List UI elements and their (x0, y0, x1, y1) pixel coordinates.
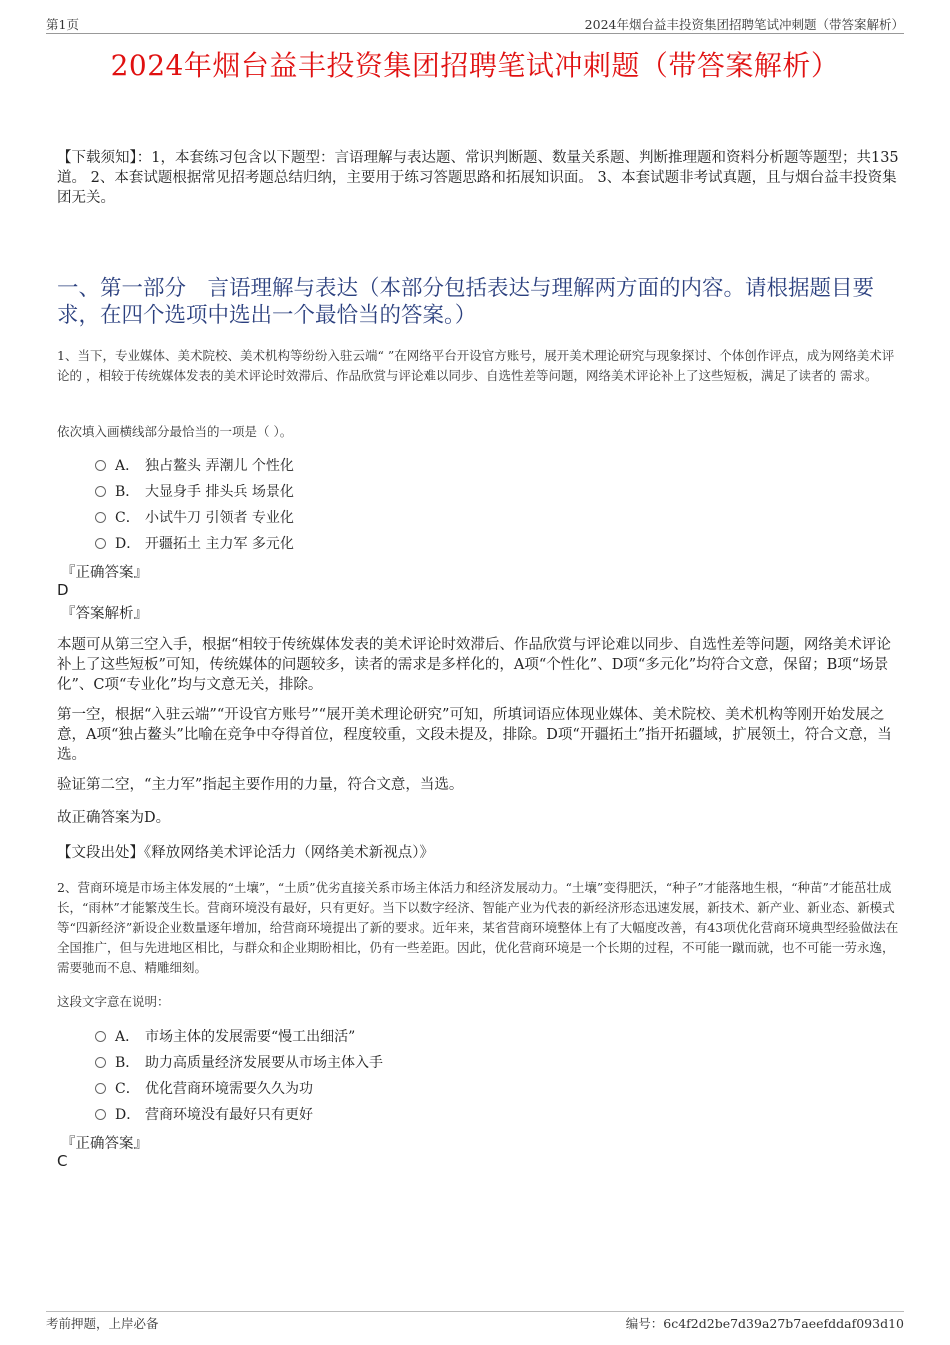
document-title: 2024年烟台益丰投资集团招聘笔试冲刺题（带答案解析） (110, 49, 840, 82)
page-header (46, 14, 904, 34)
download-notice: 【下载须知】：1，本套练习包含以下题型：言语理解与表达题、常识判断题、数量关系题、判断推理题和资料分析题等题型；共135道。 2、本套试题根据常见招考题总结归纳，主要用于练习答题思路和拓展知识面。 3、本套试题非考试真题，且与烟台益丰投资集团无关。 (57, 150, 899, 206)
header-doc-title: 2024年烟台益丰投资集团招聘笔试冲刺题（带答案解析） (584, 17, 904, 32)
section-heading: 一、第一部分 言语理解与表达（本部分包括表达与理解两方面的内容。请根据题目要求，在四个选项中选出一个最恰当的答案。） (57, 276, 875, 328)
question-2-option-b[interactable]: B． 助力高质量经济发展要从市场主体入手 (95, 1052, 383, 1074)
question-2-prompt: 这段文字意在说明： (57, 994, 170, 1009)
question-2-option-d[interactable]: D． 营商环境没有最好只有更好 (95, 1104, 313, 1126)
question-1-option-c[interactable]: C． 小试牛刀 引领者 专业化 (95, 507, 294, 529)
question-2-option-a[interactable]: A． 市场主体的发展需要“慢工出细活” (95, 1026, 355, 1048)
footer-slogan: 考前押题，上岸必备 (46, 1316, 159, 1331)
analysis-label: 『答案解析』 (61, 606, 148, 622)
analysis-paragraph: 验证第二空，“主力军”指起主要作用的力量，符合文意，当选。 (57, 777, 464, 793)
question-1-option-a[interactable]: A． 独占鳌头 弄潮儿 个性化 (95, 455, 294, 477)
radio-icon[interactable] (95, 512, 106, 523)
radio-icon[interactable] (95, 1083, 106, 1094)
radio-icon[interactable] (95, 1109, 106, 1120)
footer-divider (46, 1311, 904, 1312)
question-1-option-b[interactable]: B． 大显身手 排头兵 场景化 (95, 481, 294, 503)
radio-icon[interactable] (95, 1057, 106, 1068)
radio-icon[interactable] (95, 460, 106, 471)
analysis-paragraph: 故正确答案为D。 (57, 810, 171, 826)
footer-doc-id: 编号：6c4f2d2be7d39a27b7aeefddaf093d10 (625, 1316, 904, 1331)
answer-label: 『正确答案』 (61, 565, 148, 581)
radio-icon[interactable] (95, 538, 106, 549)
page-number: 第1页 (46, 17, 79, 32)
question-2-stem: 2、营商环境是市场主体发展的“土壤”，“土质”优劣直接关系市场主体活力和经济发展动力。“土壤”变得肥沃，“种子”才能落地生根，“种苗”才能茁壮成长，“雨林”才能繁茂生长。营商环境没有最好，只有更好。当下以数字经济、智能产业为代表的新经济形态迅速发展，新技术、新产业、新业态、新模式等“四新经济”新设企业数量逐年增加，给营商环境提出了新的要求。近年来，某省营商环境整体上有了大幅度改善，有43项优化营商环境典型经验做法在全国推广，但与先进地区相比，与群众和企业期盼相比，仍有一些差距。因此，优化营商环境是一个长期的过程，不可能一蹴而就，也不可能一劳永逸，需要驰而不息、精雕细刻。 (57, 880, 899, 975)
source-citation: 【文段出处】《释放网络美术评论活力（网络美术新视点）》 (57, 845, 434, 861)
answer-label: 『正确答案』 (61, 1136, 148, 1152)
question-2-option-c[interactable]: C． 优化营商环境需要久久为功 (95, 1078, 313, 1100)
analysis-paragraph: 本题可从第三空入手，根据“相较于传统媒体发表的美术评论时效滞后、作品欣赏与评论难以同步、自选性差等问题，网络美术评论补上了这些短板”可知，传统媒体的问题较多，读者的需求是多样化的，A项“个性化”、D项“多元化”均符合文意，保留；B项“场景化”、C项“专业化”均与文意无关，排除。 (57, 637, 891, 693)
question-1-option-d[interactable]: D． 开疆拓土 主力军 多元化 (95, 533, 294, 555)
radio-icon[interactable] (95, 486, 106, 497)
radio-icon[interactable] (95, 1031, 106, 1042)
question-1-stem: 1、当下，专业媒体、美术院校、美术机构等纷纷入驻云端“ ”在网络平台开设官方账号，展开美术理论研究与现象探讨、个体创作评点，成为网络美术评论的 ，相较于传统媒体发表的美术评论时效滞后、作品欣赏与评论难以同步、自选性差等问题，网络美术评论补上了这些短板，满足了读者的 需求。 (57, 348, 895, 383)
answer-value: D (57, 581, 69, 599)
answer-value: C (57, 1152, 68, 1170)
analysis-paragraph: 第一空，根据“入驻云端”“开设官方账号”“展开美术理论研究”可知，所填词语应体现业媒体、美术院校、美术机构等刚开始发展之意，A项“独占鳌头”比喻在竞争中夺得首位，程度较重，文段未提及，排除。D项“开疆拓土”指开拓疆域，扩展领土，符合文意，当选。 (57, 707, 892, 763)
question-1-prompt: 依次填入画横线部分最恰当的一项是（ ）。 (57, 424, 293, 439)
